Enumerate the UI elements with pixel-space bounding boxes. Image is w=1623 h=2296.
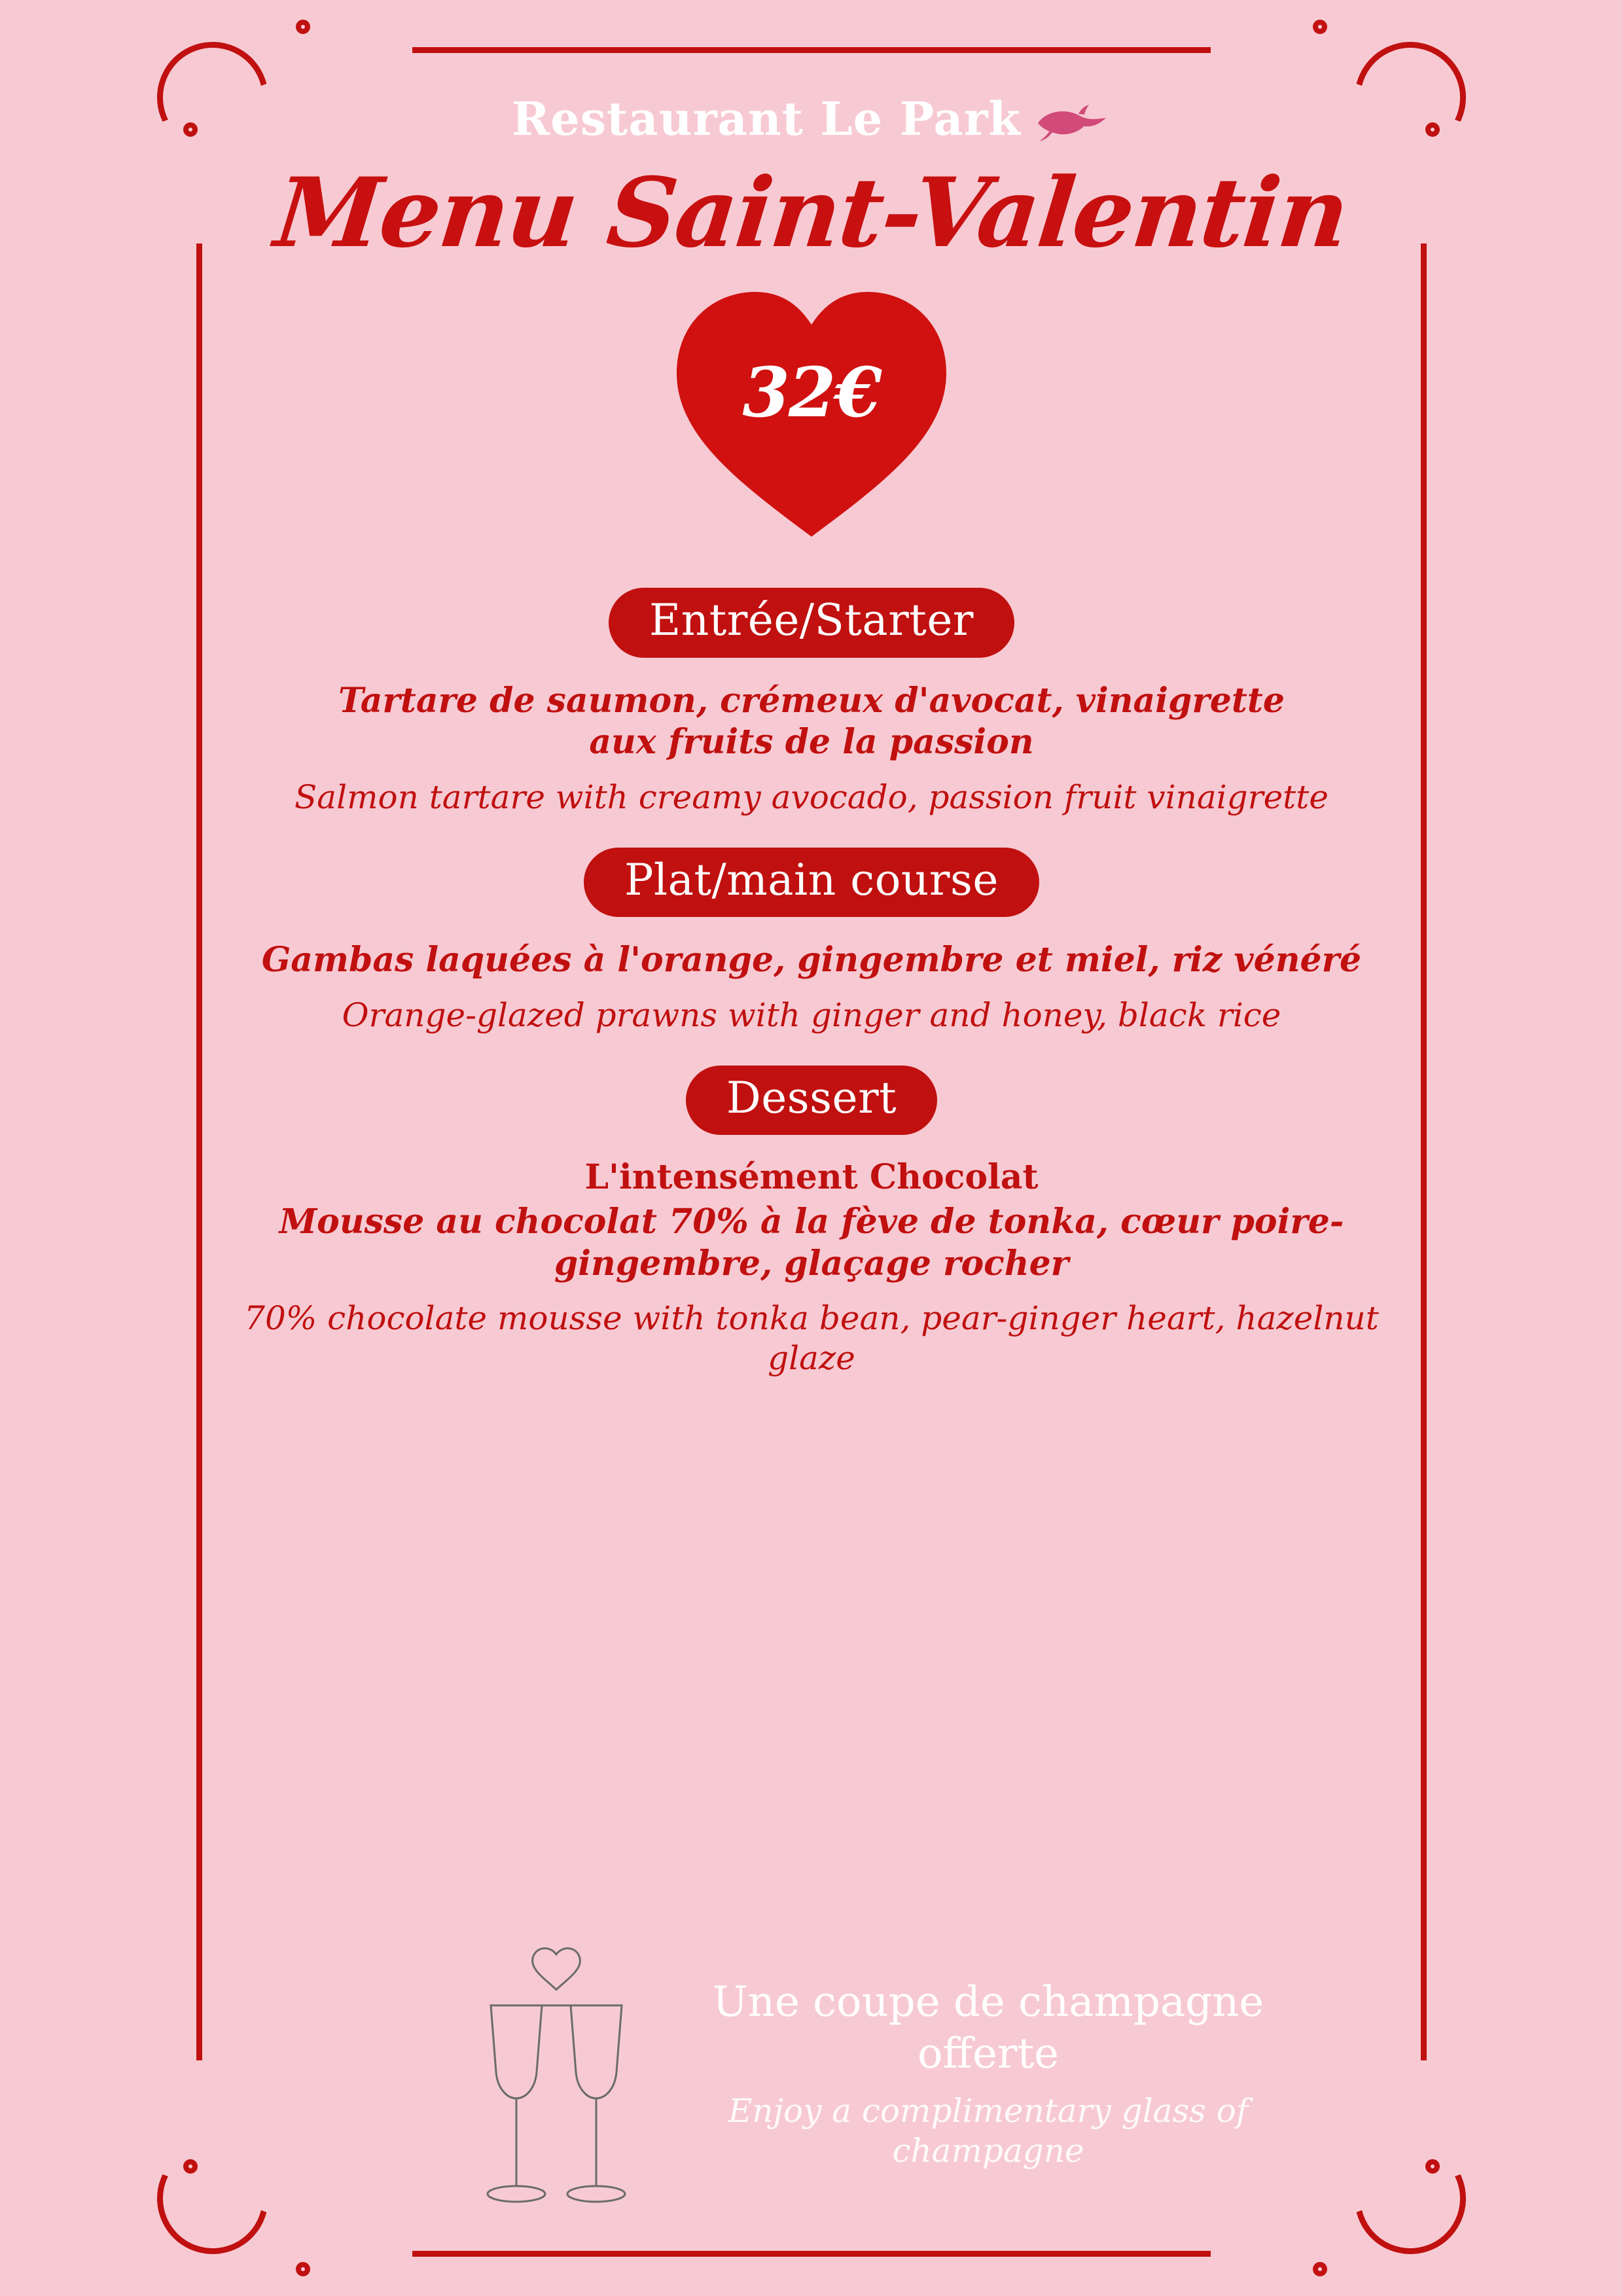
dessert-en: 70% chocolate mousse with tonka bean, pear-ginger heart, hazelnut glaze <box>244 1299 1379 1378</box>
main-en: Orange-glazed prawns with ginger and honey, black rice <box>342 996 1281 1034</box>
dessert-fr: Mousse au chocolat 70% à la fève de tonka, cœur poire-gingembre, glaçage rocher <box>279 1202 1344 1283</box>
section-dessert <box>242 1066 1381 1378</box>
starter-en: Salmon tartare with creamy avocado, passion fruit vinaigrette <box>294 778 1329 816</box>
price-value: 32€ <box>742 352 881 433</box>
champagne-glasses-icon <box>458 1943 654 2224</box>
section-starter <box>242 588 1381 817</box>
section-label-dessert: Dessert <box>686 1066 937 1136</box>
bird-icon <box>1033 99 1111 139</box>
main-fr: Gambas laquées à l'orange, gingembre et miel, riz vénéré <box>261 940 1362 980</box>
footer-text <box>674 1977 1302 2171</box>
page-title: Menu Saint-Valentin <box>270 157 1353 269</box>
price-badge <box>661 275 962 550</box>
starter-fr: Tartare de saumon, crémeux d'avocat, vinaigrette aux fruits de la passion <box>338 680 1285 762</box>
footer-offer-en: Enjoy a complimentary glass of champagne <box>728 2091 1249 2170</box>
footer-offer-fr: Une coupe de champagne offerte <box>712 1978 1264 2079</box>
dessert-title: L'intensément Chocolat <box>584 1157 1039 1198</box>
brand-name: Restaurant Le Park <box>511 92 1022 146</box>
footer-offer <box>242 1936 1381 2250</box>
section-main <box>242 848 1381 1035</box>
menu-content <box>196 47 1427 2257</box>
section-label-main: Plat/main course <box>584 848 1039 918</box>
restaurant-brand <box>242 92 1381 146</box>
section-label-starter: Entrée/Starter <box>609 588 1014 658</box>
